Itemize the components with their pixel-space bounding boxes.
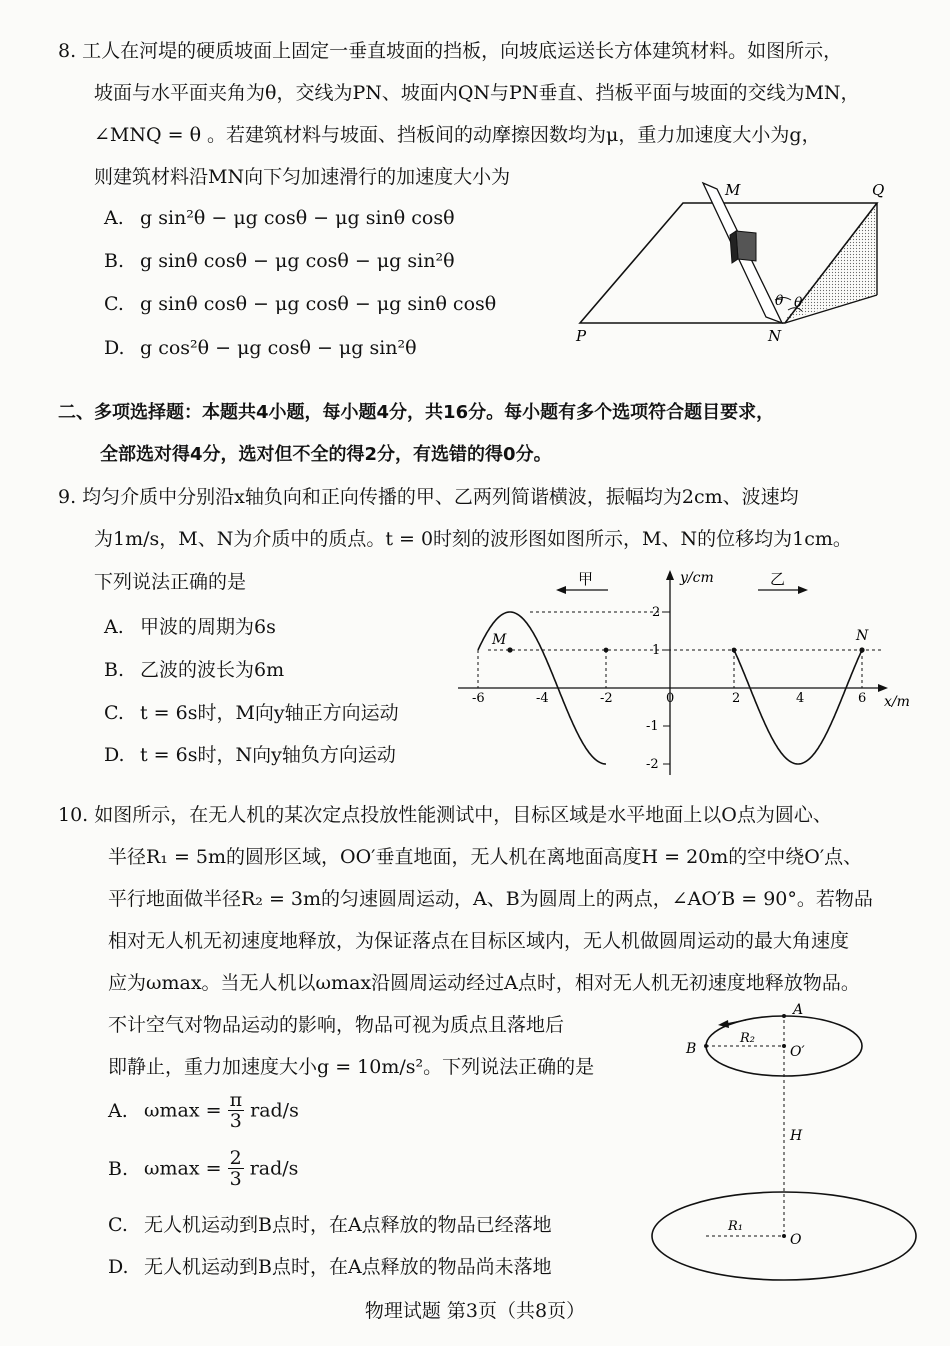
option-label: C.	[108, 1214, 128, 1236]
q8-option-b	[104, 250, 455, 272]
option-text: g cos²θ − μg cosθ − μg sin²θ	[140, 337, 417, 359]
q10-drone-figure	[648, 1000, 938, 1290]
label-O-prime: O′	[790, 1044, 805, 1060]
x-tick-label: -4	[536, 691, 549, 706]
option-unit: rad/s	[250, 1099, 299, 1122]
option-label: A.	[104, 207, 124, 229]
option-text: t = 6s时，N向y轴负方向运动	[140, 744, 396, 766]
label-R1: R₁	[728, 1219, 743, 1234]
q10-line5: 应为ωmax。当无人机以ωmax沿圆周运动经过A点时，相对无人机无初速度地释放物品。	[108, 972, 860, 994]
fraction-numerator: π	[229, 1089, 243, 1111]
point-yi-start	[732, 648, 737, 653]
section2-header-line1: 二、多项选择题：本题共4小题，每小题4分，共16分。每小题有多个选项符合题目要求，	[58, 402, 775, 423]
building-material-block	[730, 231, 756, 263]
fraction-denominator: 3	[229, 1110, 242, 1132]
option-unit: rad/s	[249, 1157, 299, 1180]
option-text: g sinθ cosθ − μg cosθ − μg sin²θ	[140, 250, 455, 272]
option-label: A.	[104, 616, 124, 638]
q8-option-d	[104, 337, 417, 359]
label-P: P	[576, 327, 587, 345]
label-H: H	[790, 1128, 803, 1144]
q8-line2: 坡面与水平面夹角为θ，交线为PN、坡面内QN与PN垂直、挡板平面与坡面的交线为MN，	[94, 82, 860, 104]
y-tick-label: -1	[646, 719, 659, 734]
q8-line3: ∠MNQ = θ 。若建筑材料与坡面、挡板间的动摩擦因数均为μ，重力加速度大小为g，	[94, 124, 821, 146]
option-lhs: ωmax =	[144, 1157, 222, 1180]
option-label: B.	[104, 250, 125, 272]
label-M: M	[492, 632, 507, 648]
point-A	[782, 1014, 786, 1018]
q8-slope-figure	[570, 175, 890, 350]
point-O-prime	[782, 1044, 786, 1048]
option-lhs: ωmax =	[144, 1099, 222, 1122]
x-tick-label: 4	[796, 691, 805, 706]
label-N: N	[856, 628, 869, 644]
x-tick-label: 0	[666, 691, 675, 706]
q9-option-b	[104, 655, 284, 682]
q10-line7: 即静止，重力加速度大小g = 10m/s²。下列说法正确的是	[108, 1056, 595, 1078]
label-M: M	[725, 181, 741, 199]
arrow-jia-head	[556, 586, 566, 594]
x-tick-label: -2	[600, 691, 613, 706]
q8-line4: 则建筑材料沿MN向下匀加速滑行的加速度大小为	[94, 166, 511, 188]
q10-option-c	[108, 1210, 552, 1237]
label-Q: Q	[872, 181, 885, 199]
label-x-axis: x/m	[884, 694, 910, 710]
option-label: A.	[108, 1099, 128, 1122]
option-text: g sinθ cosθ − μg cosθ − μg sinθ cosθ	[140, 293, 497, 315]
point-M	[507, 647, 512, 652]
y-tick-label: 2	[652, 605, 661, 620]
q10-line4: 相对无人机无初速度地释放，为保证落点在目标区域内，无人机做圆周运动的最大角速度	[108, 930, 850, 952]
x-tick-label: -6	[472, 691, 485, 706]
option-label: C.	[104, 702, 124, 724]
point-N	[859, 647, 864, 652]
q9-option-c	[104, 698, 399, 725]
q10-option-a	[108, 1090, 299, 1131]
option-label: D.	[104, 744, 125, 766]
label-B: B	[686, 1041, 697, 1057]
option-label: B.	[104, 659, 125, 681]
option-label: D.	[104, 337, 125, 359]
x-tick-label: 6	[858, 691, 867, 706]
q9-option-a	[104, 612, 276, 639]
option-text: 乙波的波长为6m	[140, 659, 285, 681]
page-footer: 物理试题 第3页（共8页）	[364, 1300, 586, 1322]
rotation-arrow	[726, 1020, 746, 1024]
point-B	[704, 1044, 708, 1048]
q10-line1: 10. 如图所示，在无人机的某次定点投放性能测试中，目标区域是水平地面上以O点为圆心、	[58, 804, 832, 826]
y-tick-label: 1	[652, 643, 661, 658]
q10-option-d	[108, 1252, 552, 1279]
wave-yi	[734, 650, 862, 764]
option-text: t = 6s时，M向y轴正方向运动	[140, 702, 399, 724]
y-axis-arrow	[666, 570, 674, 580]
label-R2: R₂	[740, 1031, 755, 1046]
fraction	[228, 1148, 244, 1189]
option-text: 甲波的周期为6s	[140, 616, 276, 638]
q8-option-a	[104, 207, 455, 229]
q9-line2: 为1m/s，M、N为介质中的质点。t = 0时刻的波形图如图所示，M、N的位移均为1cm。	[94, 528, 852, 550]
q9-wave-figure	[458, 570, 928, 780]
q10-option-b	[108, 1148, 298, 1189]
q9-line3: 下列说法正确的是	[94, 571, 247, 593]
fraction	[228, 1090, 245, 1131]
q9-option-d	[104, 740, 396, 767]
section2-header-line2: 全部选对得4分，选对但不全的得2分，有选错的得0分。	[100, 444, 552, 465]
q8-option-c	[104, 293, 496, 315]
label-yi: 乙	[770, 570, 786, 588]
q10-line3: 平行地面做半径R₂ = 3m的匀速圆周运动，A、B为圆周上的两点，∠AO′B = 90°。若物品	[108, 888, 873, 910]
q8-line1: 8. 工人在河堤的硬质坡面上固定一垂直坡面的挡板，向坡底运送长方体建筑材料。如图所示，	[58, 40, 843, 62]
q9-line1: 9. 均匀介质中分别沿x轴负向和正向传播的甲、乙两列简谐横波，振幅均为2cm、波速均	[58, 486, 799, 508]
option-text: 无人机运动到B点时，在A点释放的物品已经落地	[144, 1214, 552, 1236]
label-A: A	[793, 1002, 804, 1018]
label-N: N	[768, 327, 782, 345]
q10-line6: 不计空气对物品运动的影响，物品可视为质点且落地后	[108, 1014, 565, 1036]
label-theta-1: θ	[775, 293, 784, 309]
x-tick-label: 2	[732, 691, 741, 706]
option-label: D.	[108, 1256, 129, 1278]
point-jia-end	[604, 648, 609, 653]
arrow-yi-head	[798, 586, 808, 594]
label-theta-2: θ	[794, 295, 803, 311]
option-label: B.	[108, 1157, 129, 1180]
label-O: O	[790, 1232, 802, 1248]
label-jia: 甲	[578, 570, 594, 588]
option-text: 无人机运动到B点时，在A点释放的物品尚未落地	[144, 1256, 552, 1278]
x-axis-arrow	[878, 684, 888, 692]
option-text: g sin²θ − μg cosθ − μg sinθ cosθ	[140, 207, 455, 229]
q10-line2: 半径R₁ = 5m的圆形区域，OO′垂直地面，无人机在离地面高度H = 20m的空中绕O′点、	[108, 846, 863, 868]
option-label: C.	[104, 293, 124, 315]
label-y-axis: y/cm	[680, 570, 714, 586]
fraction-denominator: 3	[229, 1168, 242, 1190]
y-tick-label: -2	[646, 757, 659, 772]
fraction-numerator: 2	[229, 1147, 242, 1169]
point-O	[782, 1234, 786, 1238]
